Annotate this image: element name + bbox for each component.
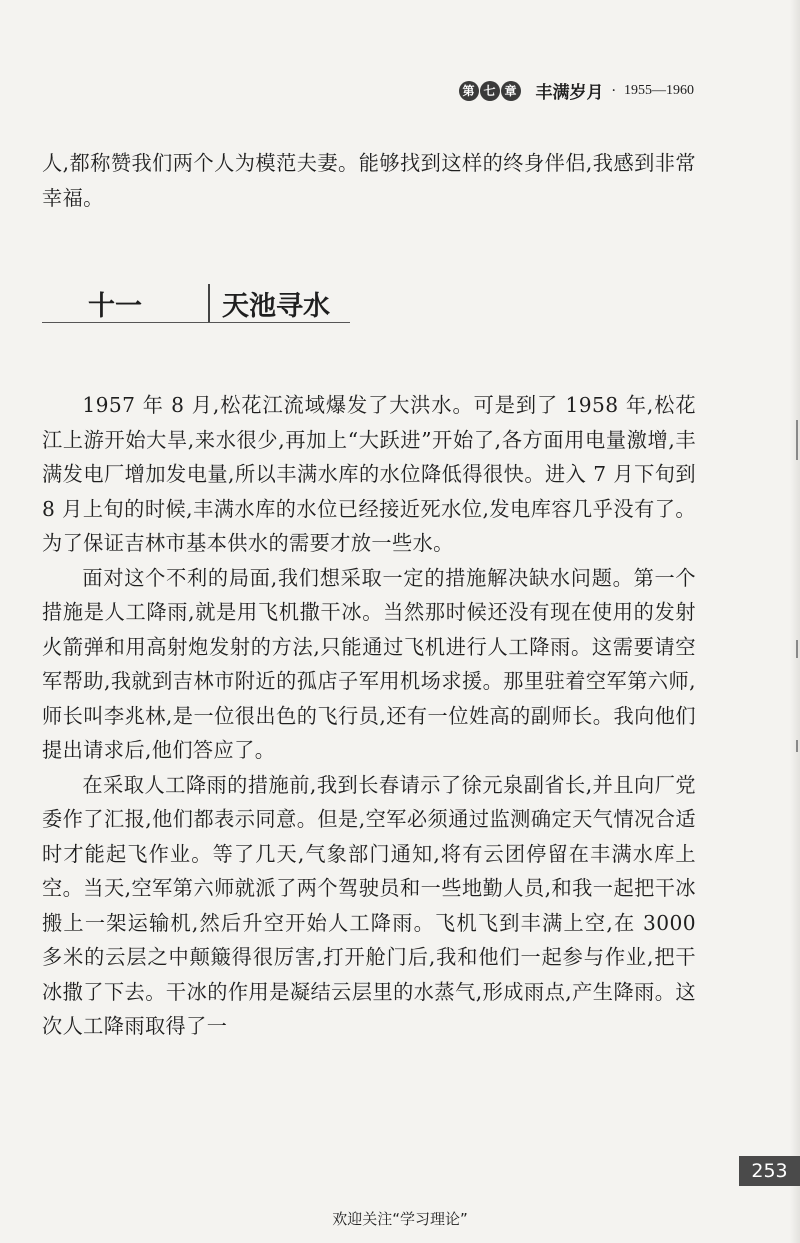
page-number: 253 — [739, 1156, 800, 1186]
edge-mark — [796, 740, 798, 752]
chapter-char: 第 — [459, 81, 479, 101]
paragraph: 在采取人工降雨的措施前,我到长春请示了徐元泉副省长,并且向厂党委作了汇报,他们都表示同意。但是,空军必须通过监测确定天气情况合适时才能起飞作业。等了几天,气象部门通知,将有云团停留在丰满水库上空。当天,空军第六师就派了两个驾驶员和一些地勤人员,和我一起把干冰搬上一架运输机,然后升空开始人工降雨。飞机飞到丰满上空,在 3000 多米的云层之中颠簸得很厉害,打开舱门后,我和他们一起参与作业,把干冰撒了下去。干冰的作用是凝结云层里的水蒸气,形成雨点,产生降雨。这次人工降雨取得了一 — [42, 772, 696, 1038]
header-years: 1955—1960 — [624, 82, 694, 98]
paragraph: 面对这个不利的局面,我们想采取一定的措施解决缺水问题。第一个措施是人工降雨,就是用飞机撒干冰。当然那时候还没有现在使用的发射火箭弹和用高射炮发射的方法,只能通过飞机进行人工降雨。这需要请空军帮助,我就到吉林市附近的孤店子军用机场求援。那里驻着空军第六师,师长叫李兆林,是一位很出色的飞行员,还有一位姓高的副师长。我向他们提出请求后,他们答应了。 — [42, 565, 696, 762]
section-title: 天池寻水 — [222, 291, 330, 322]
chapter-char: 章 — [501, 81, 521, 101]
section-heading — [42, 282, 350, 323]
running-header — [459, 78, 694, 103]
edge-mark — [796, 420, 798, 460]
paragraph: 人,都称赞我们两个人为模范夫妻。能够找到这样的终身伴侣,我感到非常幸福。 — [42, 151, 696, 210]
section-divider — [208, 284, 210, 322]
paragraph: 1957 年 8 月,松花江流域爆发了大洪水。可是到了 1958 年,松花江上游开始大旱,来水很少,再加上“大跃进”开始了,各方面用电量激增,丰满发电厂增加发电量,所以丰满水库的水位降低得很快。进入 7 月下旬到 8 月上旬的时候,丰满水库的水位已经接近死水位,发电库容几乎没有了。为了保证吉林市基本供水的需要才放一些水。 — [42, 393, 696, 555]
chapter-badge — [459, 81, 522, 101]
footer-note: 欢迎关注“学习理论” — [332, 1210, 468, 1228]
section-number: 十一 — [88, 291, 142, 322]
page-edge — [790, 0, 800, 1243]
edge-mark — [796, 640, 798, 658]
body-text — [42, 388, 696, 1044]
chapter-char: 七 — [480, 81, 500, 101]
header-bullet: · — [611, 82, 616, 99]
header-title: 丰满岁月 — [535, 83, 604, 103]
top-paragraph-block — [42, 146, 696, 215]
